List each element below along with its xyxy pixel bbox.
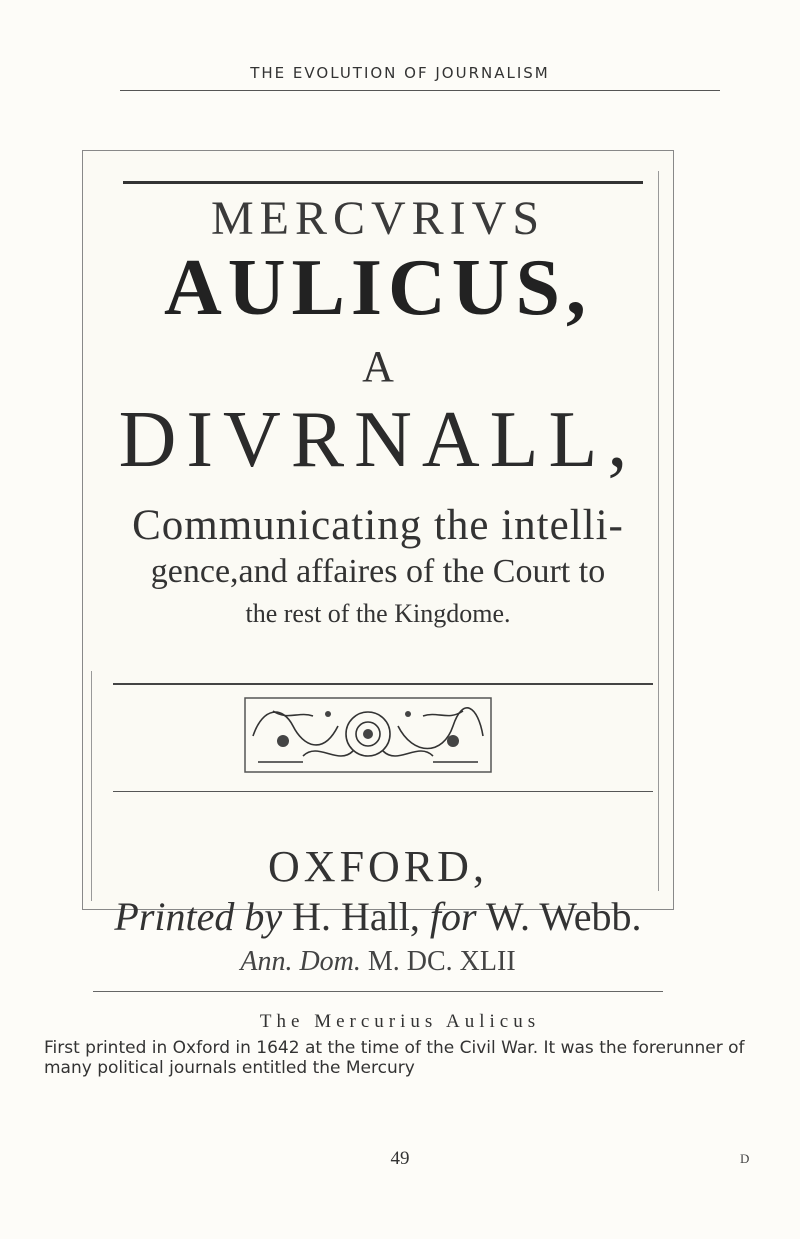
printer-name: H. Hall,: [292, 894, 420, 939]
printed-for-label: for: [429, 894, 477, 939]
upper-ornament-rule: [113, 683, 653, 685]
subtitle-line-3: the rest of the Kingdome.: [245, 599, 511, 628]
running-head: THE EVOLUTION OF JOURNALISM: [250, 64, 550, 82]
header-rule: [120, 90, 720, 91]
subtitle-line-1: Communicating the intelli-: [132, 502, 624, 549]
subtitle-line-2: gence,and affaires of the Court to: [150, 553, 606, 590]
imprint-place: OXFORD,: [268, 842, 488, 891]
roman-date: M. DC. XLII: [367, 946, 516, 977]
anno-domini-label: Ann. Dom.: [240, 946, 361, 977]
title-aulicus: AULICUS,: [163, 244, 593, 332]
bottom-rule: [93, 991, 663, 992]
title-divrnall: DIVRNALL,: [118, 396, 638, 484]
imprint-date: [83, 946, 673, 978]
imprint-printer: [83, 893, 673, 940]
printers-ornament-icon: [243, 696, 493, 774]
figure-caption-title: The Mercurius Aulicus: [259, 1011, 541, 1032]
printed-by-label: Printed by: [114, 894, 283, 939]
title-a: A: [362, 342, 394, 391]
signature-mark: D: [740, 1151, 750, 1166]
top-rule: [123, 181, 643, 184]
lower-ornament-rule: [113, 791, 653, 792]
page-number: 49: [390, 1148, 410, 1169]
title-mercvrivs: MERCVRIVS: [210, 192, 546, 245]
figure-caption-body: First printed in Oxford in 1642 at the time of the Civil War. It was the forerunner of many political journals entitled the Mercury: [44, 1038, 745, 1078]
bookseller-name: W. Webb.: [485, 894, 642, 939]
title-page-facsimile: [82, 150, 674, 977]
